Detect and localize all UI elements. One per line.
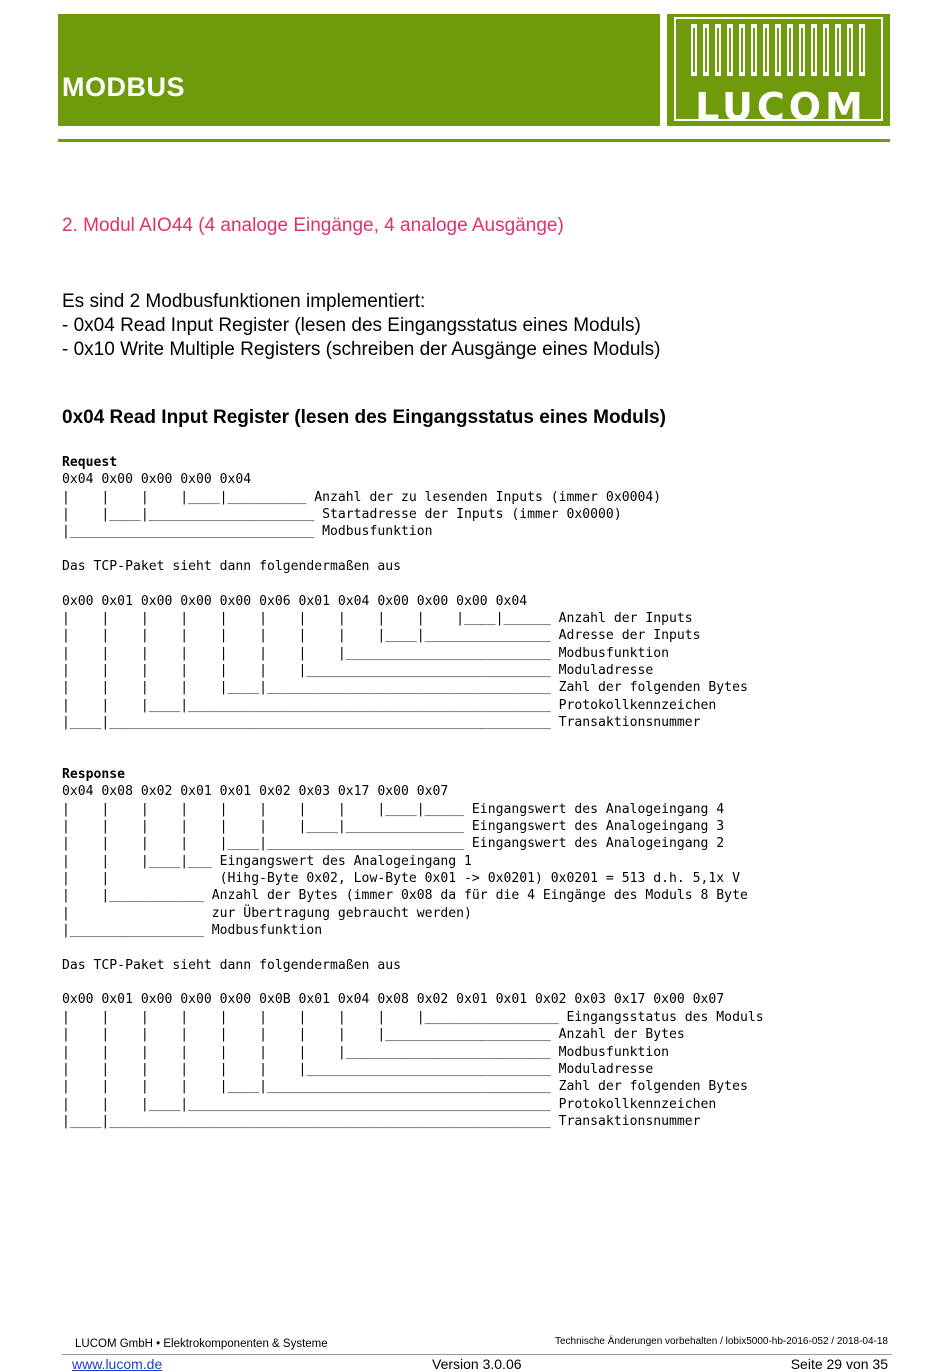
code-line: 0x04 0x00 0x00 0x00 0x04 xyxy=(62,472,252,488)
request-block xyxy=(62,454,748,732)
footer-notice: Technische Änderungen vorbehalten / lobix5000-hb-2016-052 / 2018-04-18 xyxy=(554,1336,888,1347)
code-line: | | | | |____|_________________________ Eingangswert des Analogeingang 2 xyxy=(62,836,725,852)
response-block xyxy=(62,766,764,1130)
code-line: | | | | | | | |__________________________ Modbusfunktion xyxy=(62,645,669,661)
lucom-logo xyxy=(667,14,890,129)
code-line: 0x00 0x01 0x00 0x00 0x00 0x0B 0x01 0x04 0x08 0x02 0x01 0x01 0x02 0x03 0x17 0x00 0x07 xyxy=(62,992,725,1008)
code-line: 0x04 0x08 0x02 0x01 0x01 0x02 0x03 0x17 0x00 0x07 xyxy=(62,784,449,800)
code-line: |____|________________________________________________________ Transaktionsnummer xyxy=(62,1113,701,1129)
logo-text: LUCOM xyxy=(695,85,867,129)
code-line: | | |____|______________________________________________ Protokollkennzeichen xyxy=(62,697,717,713)
code-line: | | | | | | | |__________________________ Modbusfunktion xyxy=(62,1044,669,1060)
footer-version: Version 3.0.06 xyxy=(432,1356,522,1372)
code-line: |_______________________________ Modbusfunktion xyxy=(62,524,433,540)
code-line: | | |____|______________________________________________ Protokollkennzeichen xyxy=(62,1096,717,1112)
header-title: MODBUS xyxy=(62,72,185,102)
header-divider xyxy=(58,139,890,142)
code-line: Das TCP-Paket sieht dann folgendermaßen aus xyxy=(62,957,401,973)
website-link[interactable]: www.lucom.de xyxy=(72,1356,163,1372)
header-bar xyxy=(58,14,660,126)
code-line: | | | | | | | | | |_________________ Eingangsstatus des Moduls xyxy=(62,1009,764,1025)
code-line: | | | | | | |_______________________________ Moduladresse xyxy=(62,1061,654,1077)
code-line: | | | | | | | | |____|________________ Adresse der Inputs xyxy=(62,628,701,644)
code-line: | | | | | | |_______________________________ Moduladresse xyxy=(62,663,654,679)
request-label: Request xyxy=(62,455,118,470)
code-line: | | | | |____|____________________________________ Zahl der folgenden Bytes xyxy=(62,1079,748,1095)
footer-company: LUCOM GmbH • Elektrokomponenten & Systeme xyxy=(75,1338,328,1350)
code-line: | | | | | | | | |____|_____ Eingangswert des Analogeingang 4 xyxy=(62,801,725,817)
footer-divider xyxy=(62,1354,892,1355)
response-label: Response xyxy=(62,767,126,782)
code-line: 0x00 0x01 0x00 0x00 0x00 0x06 0x01 0x04 0x00 0x00 0x00 0x04 xyxy=(62,593,528,609)
intro-line: - 0x10 Write Multiple Registers (schreiben der Ausgänge eines Moduls) xyxy=(62,339,661,360)
code-line: | |____________ Anzahl der Bytes (immer 0x08 da für die 4 Eingänge des Moduls 8 Byte xyxy=(62,888,748,904)
intro-text xyxy=(62,290,660,362)
section-title: 2. Modul AIO44 (4 analoge Eingänge, 4 analoge Ausgänge) xyxy=(62,215,564,236)
code-line: | | | | |____|____________________________________ Zahl der folgenden Bytes xyxy=(62,680,748,696)
code-line: Das TCP-Paket sieht dann folgendermaßen aus xyxy=(62,559,401,575)
code-line: | zur Übertragung gebraucht werden) xyxy=(62,905,472,921)
code-line: | | | | | | | | |_____________________ Anzahl der Bytes xyxy=(62,1027,685,1043)
code-line: | | | | | | | | | | |____|______ Anzahl der Inputs xyxy=(62,611,693,627)
code-line: | | | |____|__________ Anzahl der zu lesenden Inputs (immer 0x0004) xyxy=(62,489,662,505)
page-number: Seite 29 von 35 xyxy=(790,1356,888,1372)
code-line: |____|________________________________________________________ Transaktionsnummer xyxy=(62,715,701,731)
code-line: | | | | | | |____|_______________ Eingangswert des Analogeingang 3 xyxy=(62,819,725,835)
intro-line: Es sind 2 Modbusfunktionen implementiert: xyxy=(62,291,426,312)
sub-heading: 0x04 Read Input Register (lesen des Eingangsstatus eines Moduls) xyxy=(62,407,666,428)
code-line: | | |____|___ Eingangswert des Analogeingang 1 xyxy=(62,853,472,869)
code-line: | |____|_____________________ Startadresse der Inputs (immer 0x0000) xyxy=(62,507,622,523)
code-line: | | (Hihg-Byte 0x02, Low-Byte 0x01 -> 0x0201) 0x0201 = 513 d.h. 5,1x V xyxy=(62,871,740,887)
intro-line: - 0x04 Read Input Register (lesen des Eingangsstatus eines Moduls) xyxy=(62,315,641,336)
code-line: |_________________ Modbusfunktion xyxy=(62,923,323,939)
